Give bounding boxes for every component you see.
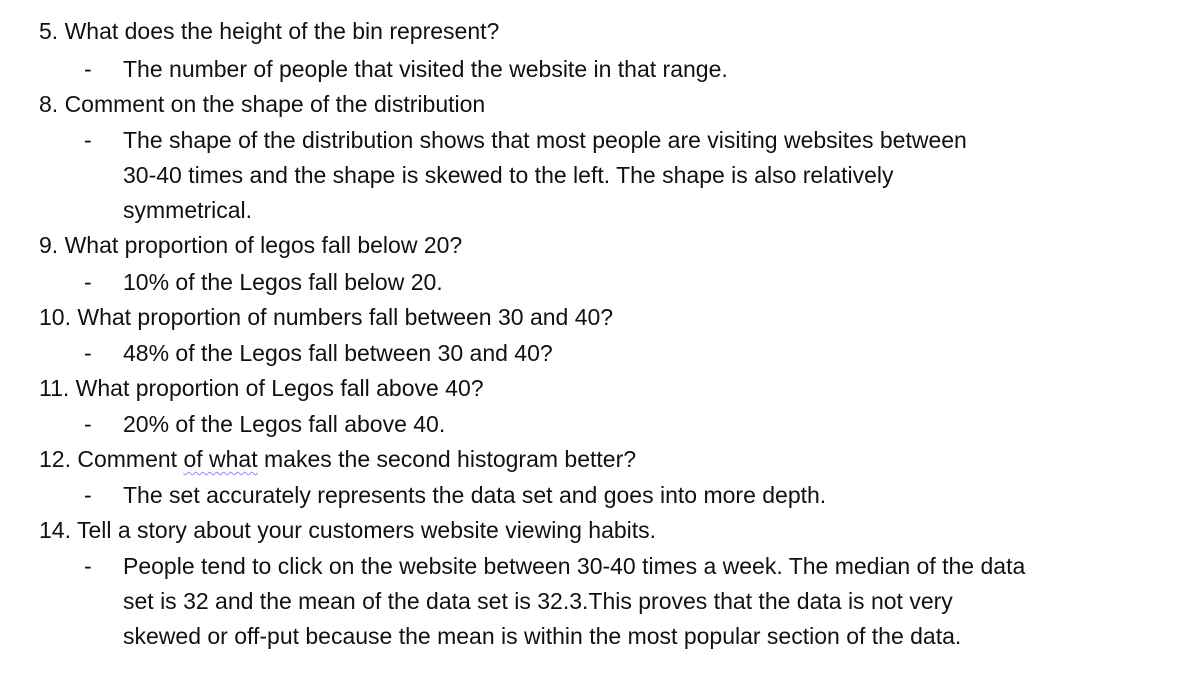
- bullet-dash: -: [84, 269, 92, 295]
- answer-14-line-2: set is 32 and the mean of the data set is 32.3.This proves that the data is not very: [123, 588, 953, 614]
- answer-8-line-3: symmetrical.: [123, 197, 253, 223]
- question-12: [39, 445, 636, 473]
- question-12-part-1: 12. Comment: [39, 446, 184, 472]
- bullet-dash: -: [84, 56, 92, 82]
- answer-8-line-1: The shape of the distribution shows that most people are visiting websites between: [123, 127, 967, 153]
- answer-14-line-1: People tend to click on the website between 30-40 times a week. The median of the data: [123, 553, 1026, 579]
- bullet-dash: -: [84, 553, 92, 579]
- answer-8-line-2: 30-40 times and the shape is skewed to the left. The shape is also relatively: [123, 162, 894, 188]
- question-11: 11. What proportion of Legos fall above 40?: [39, 375, 484, 401]
- bullet-dash: -: [84, 482, 92, 508]
- answer-10-line-1: 48% of the Legos fall between 30 and 40?: [123, 340, 553, 366]
- answer-5-line-1: The number of people that visited the website in that range.: [123, 56, 728, 82]
- question-14: 14. Tell a story about your customers website viewing habits.: [39, 517, 657, 543]
- bullet-dash: -: [84, 340, 92, 366]
- question-9: 9. What proportion of legos fall below 20?: [39, 232, 463, 258]
- answer-12-line-1: The set accurately represents the data set and goes into more depth.: [123, 482, 827, 508]
- question-8: 8. Comment on the shape of the distribution: [39, 91, 486, 117]
- spellcheck-underlined-text[interactable]: of what: [183, 446, 258, 472]
- question-12-part-3: makes the second histogram better?: [257, 446, 637, 472]
- answer-11-line-1: 20% of the Legos fall above 40.: [123, 411, 446, 437]
- bullet-dash: -: [84, 411, 92, 437]
- answer-9-line-1: 10% of the Legos fall below 20.: [123, 269, 443, 295]
- bullet-dash: -: [84, 127, 92, 153]
- question-5: 5. What does the height of the bin represent?: [39, 18, 500, 44]
- answer-14-line-3: skewed or off-put because the mean is within the most popular section of the data.: [123, 623, 962, 649]
- question-10: 10. What proportion of numbers fall between 30 and 40?: [39, 304, 614, 330]
